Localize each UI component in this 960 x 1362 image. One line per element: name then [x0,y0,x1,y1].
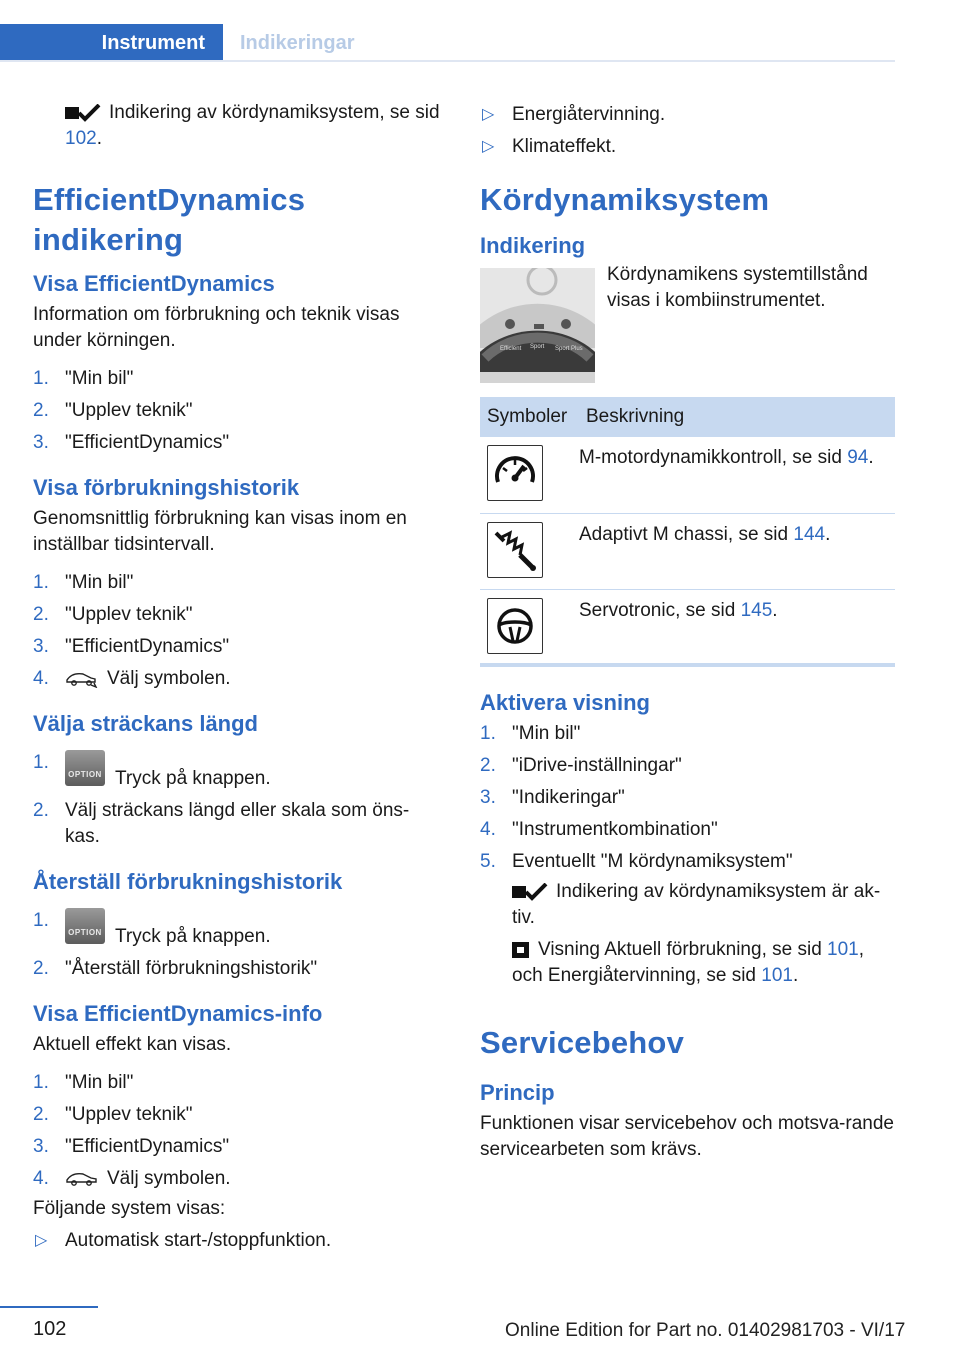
list-item: 2. Välj sträckans längd eller skala som öns‐kas. [33,800,410,847]
list-item: 1. OPTION Tryck på knappen. [33,910,271,947]
list-item: 3. "EfficientDynamics" [33,432,230,453]
heading-forbrukningshistorik: Visa förbrukningshistorik [33,475,300,500]
instrument-cluster-image [480,268,595,383]
list-item: 3. "Indikeringar" [480,787,625,808]
car-info-icon [65,1170,99,1188]
list-item: 1. "Min bil" [33,1072,134,1093]
list-item: 2. "iDrive-inställningar" [480,755,682,776]
systems-list-continued [480,102,895,160]
list-item: 3. "EfficientDynamics" [33,636,230,657]
table-row [480,589,895,665]
checkmark-mode-icon [512,883,548,901]
steps-visa-efficientdynamics [33,366,443,456]
list-item: 1. "Min bil" [33,368,134,389]
list-item: 2. "Upplev teknik" [33,1104,193,1125]
desc-efficientdynamics-info: Aktuell effekt kan visas. [33,1034,232,1055]
list-item: ▷ Automatisk start-/stoppfunktion. [35,1230,332,1251]
page-number: 102 [33,1318,67,1340]
table-cell: Adaptivt M chassi, se sid 144. [579,513,895,589]
note-consumption: Visning Aktuell förbrukning, se sid 101, och Energiåtervinning, se sid 101. [512,939,865,986]
header-divider [0,60,895,62]
table-header-symboler: Symboler [480,397,579,437]
steps-stracka [33,750,443,850]
header-tabs [0,0,895,62]
desc-forbrukningshistorik: Genomsnittlig förbrukning kan visas inom en inställbar tidsintervall. [33,508,407,555]
list-item: 1. "Min bil" [480,723,581,744]
page-link-101[interactable]: 101 [761,965,793,986]
systems-list [33,1228,443,1254]
table-cell: M-motordynamikkontroll, se sid 94. [579,437,895,513]
page-link-101[interactable]: 101 [827,939,859,960]
page-link-94[interactable]: 94 [847,447,869,468]
right-column [480,100,895,1163]
footer-divider [0,1306,98,1308]
desc-princip: Funktionen visar servicebehov och motsva‐rande servicearbeten som krävs. [480,1113,894,1160]
tab-indikeringar[interactable]: Indikeringar [240,32,355,54]
list-item: 3. "EfficientDynamics" [33,1136,230,1157]
option-button-icon: OPTION [65,750,105,786]
square-box-icon [512,941,530,959]
steps-efficientdynamics-info [33,1070,443,1192]
page-link-102[interactable]: 102 [65,128,97,149]
intro-text: Indikering av kördynamiksystem, se sid [109,102,440,123]
indikering-desc: Kördynamikens systemtillstånd visas i kombiinstrumentet. [607,264,868,311]
steering-wheel-icon [487,598,543,654]
dash-label-sport-plus: Sport Plus [555,346,583,352]
list-item: 1. OPTION Tryck på knappen. [33,752,271,789]
list-item: 1. "Min bil" [33,572,134,593]
page-link-144[interactable]: 144 [793,523,826,545]
desc-visa-efficientdynamics: Information om förbrukning och teknik visas under körningen. [33,304,400,351]
heading-efficientdynamics-info: Visa EfficientDynamics-info [33,1001,323,1026]
list-item: 5. Eventuellt "M kördynamiksystem" [480,851,793,872]
left-column [33,100,443,1260]
list-item: ▷ Energiåtervinning. [482,104,666,125]
table-row [480,437,895,513]
steps-aktivera-visning [480,721,895,875]
list-item: 2. "Upplev teknik" [33,400,193,421]
indikering-intro [480,264,895,383]
heading-kordynamiksystem: Kördynamiksystem [480,182,770,217]
tab-instrument[interactable]: Instrument [0,24,223,62]
history-car-icon [65,670,99,688]
gauge-icon [487,445,543,501]
list-item: 4. "Instrumentkombination" [480,819,718,840]
edition-text: Online Edition for Part no. 01402981703 - VI/17 [505,1320,906,1341]
table-cell: Servotronic, se sid 145. [579,589,895,665]
heading-visa-efficientdynamics: Visa EfficientDynamics [33,271,275,296]
list-item: 2. "Upplev teknik" [33,604,193,625]
heading-aterstall: Återställ förbrukningshistorik [33,869,343,894]
dash-label-efficient: Efficient [500,346,522,352]
heading-servicebehov: Servicebehov [480,1025,685,1060]
table-row [480,513,895,589]
list-item: 4. Välj symbolen. [33,668,231,689]
systems-shown-text: Följande system visas: [33,1198,226,1219]
list-item: ▷ Klimateffekt. [482,136,617,157]
symbol-table [480,397,895,667]
list-item: 4. Välj symbolen. [33,1168,231,1189]
dash-label-sport: Sport [530,344,545,350]
heading-indikering: Indikering [480,233,586,258]
table-header-beskrivning: Beskrivning [579,397,895,437]
list-item: 2. "Återställ förbrukningshistorik" [33,958,318,979]
option-button-icon: OPTION [65,908,105,944]
checkmark-mode-icon [65,104,101,122]
heading-aktivera-visning: Aktivera visning [480,690,650,715]
heading-princip: Princip [480,1080,555,1105]
steps-forbrukningshistorik [33,570,443,692]
note-active: Indikering av kördynamiksystem är ak‐tiv. [512,881,881,928]
intro-paragraph: Indikering av kördynamiksystem, se sid 102. [65,102,440,149]
steps-aterstall [33,908,443,982]
heading-stracka: Välja sträckans längd [33,711,258,736]
heading-efficientdynamics: EfficientDynamics indikering [33,182,306,257]
shock-absorber-icon [487,522,543,578]
page-link-145[interactable]: 145 [740,599,773,621]
